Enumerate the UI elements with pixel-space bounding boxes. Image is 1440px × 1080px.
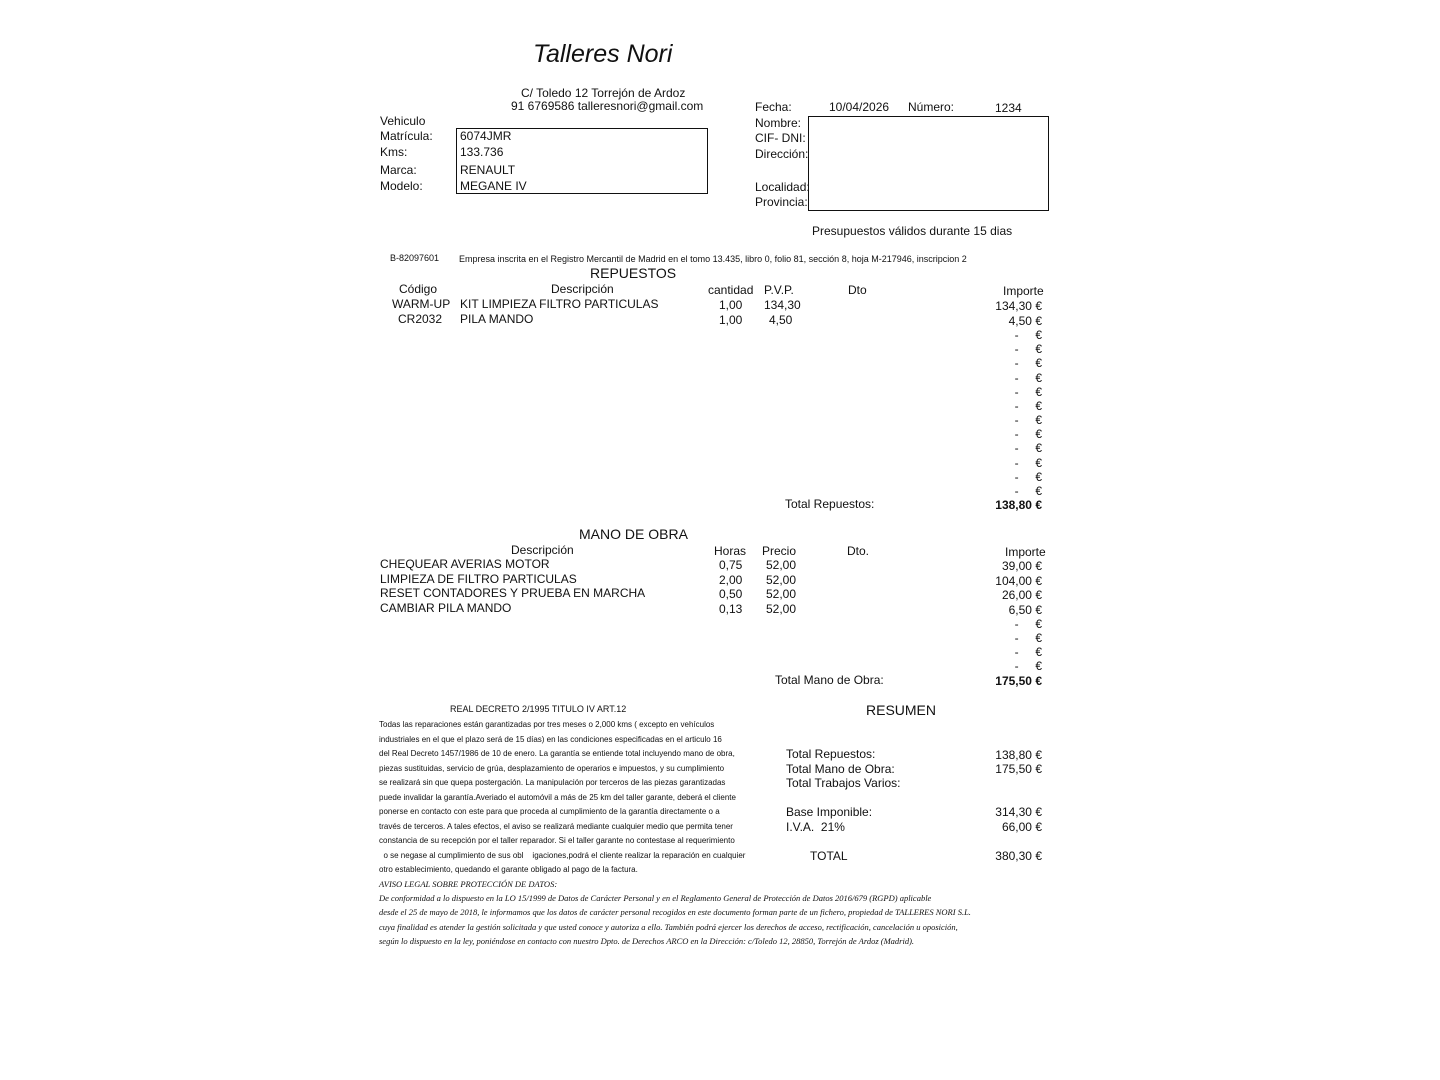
empty-importe: - €: [1014, 371, 1042, 385]
aviso-legal-line: De conformidad a lo dispuesto en la LO 15/1999 de Datos de Carácter Personal y en el Reglamento General de Protección de Datos 2016/679 (RGPD) aplicable: [379, 893, 932, 904]
mano-importe: 6,50 €: [1008, 603, 1042, 617]
mano-header-horas: Horas: [714, 544, 747, 558]
empty-importe: - €: [1014, 427, 1042, 441]
resumen-trabajos-label: Total Trabajos Varios:: [786, 776, 901, 790]
empty-importe: - €: [1014, 470, 1042, 484]
marca-value: RENAULT: [460, 163, 516, 177]
aviso-legal-line: cuya finalidad es atender la gestión solicitada y que usted conoce y autoriza a ello. También podrá ejercer los derechos de acceso, rectificación, cancelación u oposición,: [379, 921, 958, 932]
resumen-mano-value: 175,50 €: [995, 762, 1042, 776]
warranty-line: otro establecimiento, quedando el garante obligado al pago de la factura.: [379, 865, 638, 874]
repuestos-header-cantidad: cantidad: [708, 283, 754, 297]
mano-precio: 52,00: [766, 558, 797, 572]
repuesto-pvp: 134,30: [764, 298, 801, 312]
repuesto-codigo: WARM-UP: [392, 297, 451, 311]
empty-importe: - €: [1014, 399, 1042, 413]
mano-de-obra-title: MANO DE OBRA: [579, 526, 688, 542]
mano-header-dto: Dto.: [847, 544, 870, 558]
repuestos-header-descripcion: Descripción: [551, 282, 614, 296]
repuestos-header-codigo: Código: [399, 282, 438, 296]
empty-importe: - €: [1014, 631, 1042, 645]
repuestos-title: REPUESTOS: [590, 265, 677, 281]
mano-precio: 52,00: [766, 573, 797, 587]
mano-descripcion: LIMPIEZA DE FILTRO PARTICULAS: [380, 572, 577, 586]
numero-label: Número:: [908, 100, 955, 114]
matricula-label: Matrícula:: [380, 129, 433, 143]
resumen-base-value: 314,30 €: [995, 805, 1042, 819]
repuestos-header-importe: Importe: [1003, 284, 1044, 298]
mano-importe: 39,00 €: [1001, 559, 1042, 573]
mano-precio: 52,00: [766, 587, 797, 601]
warranty-line: industriales en el que el plazo será de 15 días) en las condiciones especificadas en el articulo 16: [379, 734, 722, 744]
resumen-total-value: 380,30 €: [995, 849, 1042, 863]
mano-header-importe: Importe: [1005, 545, 1046, 559]
empty-importe: - €: [1014, 617, 1042, 631]
warranty-line: través de terceros. A tales efectos, el aviso se realizará mediante cualquier medio que permita tener: [379, 821, 733, 831]
mano-descripcion: RESET CONTADORES Y PRUEBA EN MARCHA: [380, 586, 646, 600]
vehicle-section-label: Vehiculo: [380, 114, 426, 128]
repuesto-codigo: CR2032: [398, 312, 443, 326]
mano-precio: 52,00: [766, 602, 797, 616]
registry-text: Empresa inscrita en el Registro Mercantil de Madrid en el tomo 13.435, libro 0, folio 81, sección 8, hoja M-217946, inscripcion 2: [459, 254, 967, 264]
aviso-legal: [379, 877, 971, 948]
company-contact: 91 6769586 talleresnori@gmail.com: [511, 99, 704, 113]
repuesto-importe: 134,30 €: [995, 299, 1042, 313]
mano-horas: 0,75: [719, 558, 743, 572]
warranty-line: o se negase al cumplimiento de sus obl igaciones,podrá el cliente realizar la reparación en cualquier: [379, 850, 746, 860]
fecha-value: 10/04/2026: [829, 100, 890, 114]
empty-importe: - €: [1014, 385, 1042, 399]
empty-importe: - €: [1014, 342, 1042, 356]
registry-cif: B-82097601: [390, 253, 440, 263]
repuestos-header-dto: Dto: [848, 283, 867, 297]
modelo-label: Modelo:: [380, 179, 423, 193]
repuesto-descripcion: KIT LIMPIEZA FILTRO PARTICULAS: [460, 297, 659, 311]
warranty-line: constancia de su recepción por el taller reparador. Si el taller garante no contestase al requerimiento: [379, 836, 735, 845]
total-repuestos-value: 138,80 €: [995, 498, 1042, 512]
mano-descripcion: CAMBIAR PILA MANDO: [380, 601, 512, 615]
warranty-title: REAL DECRETO 2/1995 TITULO IV ART.12: [450, 704, 627, 714]
resumen-repuestos-label: Total Repuestos:: [786, 747, 876, 761]
total-mano-value: 175,50 €: [995, 674, 1042, 688]
empty-importe: - €: [1014, 441, 1042, 455]
mano-horas: 0,50: [719, 587, 743, 601]
warranty-line: Todas las reparaciones están garantizadas por tres meses o 2,000 kms ( excepto en vehículos: [379, 720, 715, 729]
resumen-title: RESUMEN: [866, 702, 937, 718]
warranty-line: se realizará sin que quepa postergación. La manipulación por terceros de las piezas garantizadas: [379, 778, 726, 787]
provincia-label: Provincia:: [755, 195, 808, 209]
warranty-line: del Real Decreto 1457/1986 de 10 de enero. La garantía se entiende total incluyendo mano de obra,: [379, 749, 735, 758]
total-mano-label: Total Mano de Obra:: [775, 673, 884, 687]
direccion-label: Dirección:: [755, 147, 809, 161]
kms-value: 133.736: [460, 145, 504, 159]
mano-importe: 104,00 €: [995, 574, 1042, 588]
aviso-legal-title: AVISO LEGAL SOBRE PROTECCIÓN DE DATOS:: [379, 879, 558, 889]
repuesto-descripcion: PILA MANDO: [460, 312, 534, 326]
mano-horas: 2,00: [719, 573, 743, 587]
repuestos-header-pvp: P.V.P.: [764, 283, 794, 297]
aviso-legal-line: según lo dispuesto en la ley, poniéndose en contacto con nuestro Dpto. de Derechos ARCO en la Dirección: c/Toledo 12, 28850, Torrejón de Ardoz (Madrid).: [379, 935, 915, 946]
mano-header-precio: Precio: [762, 544, 797, 558]
empty-importe: - €: [1014, 484, 1042, 498]
warranty-line: puede invalidar la garantía.Averiado el automóvil a más de 25 km del taller garante, deberá el cliente: [379, 792, 736, 802]
localidad-label: Localidad:: [755, 180, 810, 194]
fecha-label: Fecha:: [755, 100, 792, 114]
resumen-base-label: Base Imponible:: [786, 805, 873, 819]
nombre-label: Nombre:: [755, 116, 802, 130]
empty-importe: - €: [1014, 456, 1042, 470]
company-name: Talleres Nori: [533, 40, 673, 68]
resumen-iva-label: I.V.A. 21%: [786, 820, 845, 834]
total-repuestos-label: Total Repuestos:: [785, 497, 875, 511]
warranty-text: [379, 718, 745, 878]
repuesto-pvp: 4,50: [769, 313, 793, 327]
resumen-total-label: TOTAL: [810, 849, 848, 863]
mano-descripcion: CHEQUEAR AVERIAS MOTOR: [380, 557, 550, 571]
mano-header-descripcion: Descripción: [511, 543, 574, 557]
empty-importe: - €: [1014, 659, 1042, 673]
mano-horas: 0,13: [719, 602, 743, 616]
resumen-mano-label: Total Mano de Obra:: [786, 762, 895, 776]
warranty-line: ponerse en contacto con este para que proceda al cumplimiento de la garantía directamente o a: [379, 807, 720, 816]
empty-importe: - €: [1014, 413, 1042, 427]
kms-label: Kms:: [380, 145, 408, 159]
client-data-box: [808, 116, 1049, 211]
aviso-legal-line: desde el 25 de mayo de 2018, le informamos que los datos de carácter personal recogidos en este documento forman parte de un fichero, propiedad de TALLERES NORI S.L.: [379, 907, 971, 918]
repuesto-cantidad: 1,00: [719, 313, 743, 327]
modelo-value: MEGANE IV: [460, 179, 527, 193]
empty-importe: - €: [1014, 356, 1042, 370]
warranty-line: piezas sustituidas, servicio de grúa, desplazamiento de operarios e impuestos, y su cumplimiento: [379, 763, 725, 773]
mano-importe: 26,00 €: [1001, 588, 1042, 602]
resumen-repuestos-value: 138,80 €: [995, 748, 1042, 762]
resumen-iva-value: 66,00 €: [1001, 820, 1042, 834]
empty-importe: - €: [1014, 645, 1042, 659]
repuesto-cantidad: 1,00: [719, 298, 743, 312]
empty-importe: - €: [1014, 328, 1042, 342]
repuesto-importe: 4,50 €: [1008, 314, 1042, 328]
cif-label: CIF- DNI:: [755, 131, 806, 145]
company-address: C/ Toledo 12 Torrejón de Ardoz: [521, 86, 686, 100]
matricula-value: 6074JMR: [460, 129, 512, 143]
marca-label: Marca:: [380, 163, 417, 177]
validity-note: Presupuestos válidos durante 15 dias: [812, 224, 1013, 238]
numero-value: 1234: [995, 101, 1022, 115]
